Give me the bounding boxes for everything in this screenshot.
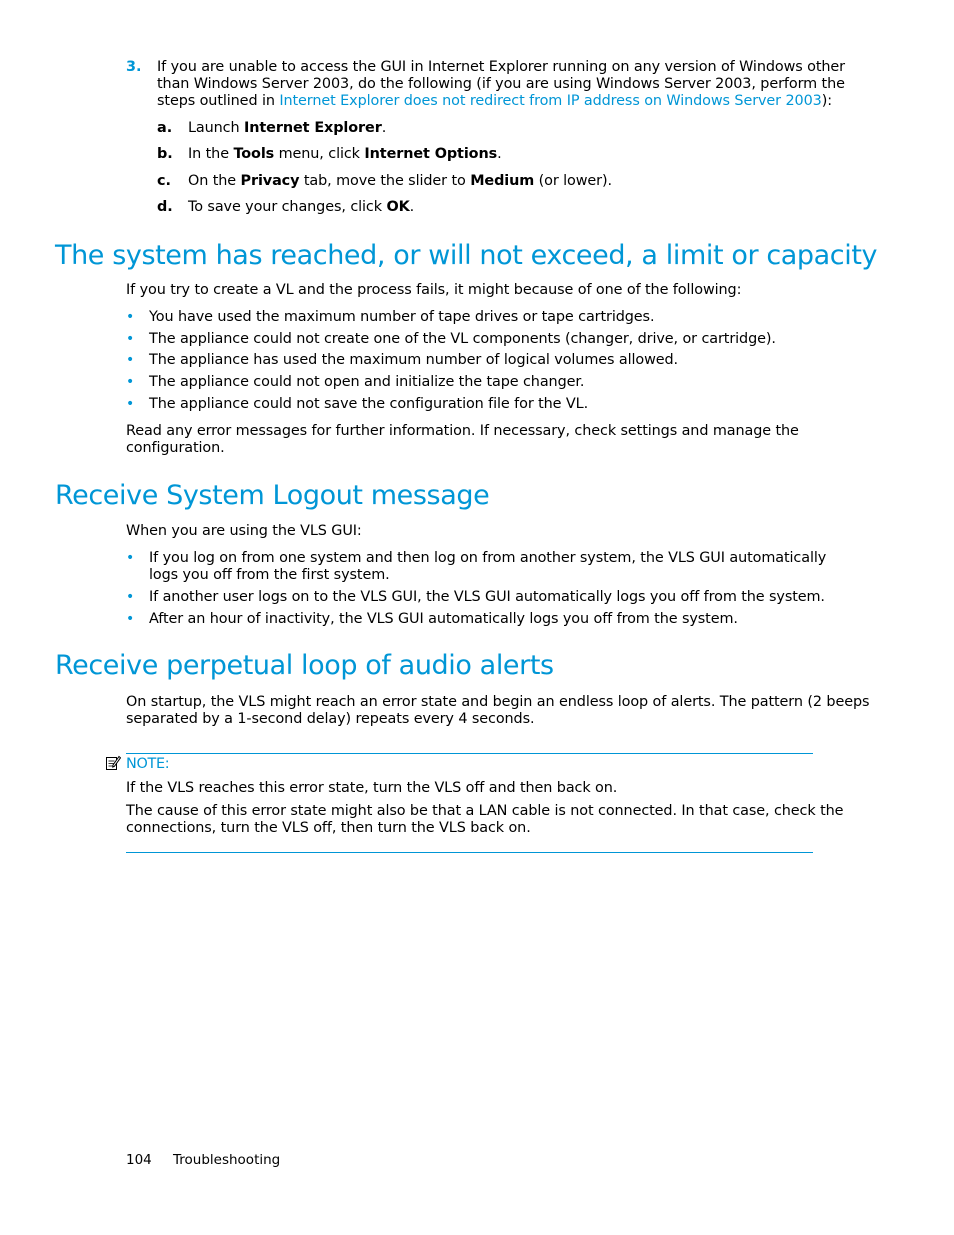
step-number: 3. <box>126 59 142 75</box>
note-text: connections, turn the VLS off, then turn the VLS back on. <box>126 820 531 836</box>
list-item: If another user logs on to the VLS GUI, the VLS GUI automatically logs you off from the system. <box>149 589 825 605</box>
section-closing: Read any error messages for further information. If necessary, check settings and manage the <box>126 423 799 439</box>
section-closing: configuration. <box>126 440 225 456</box>
bullet-icon: • <box>126 396 135 412</box>
bullet-icon: • <box>126 611 135 627</box>
section-heading: Receive perpetual loop of audio alerts <box>55 650 554 681</box>
list-item: If you log on from one system and then log on from another system, the VLS GUI automatically <box>149 550 827 566</box>
step-text-post: ): <box>821 93 832 109</box>
step-text-line: than Windows Server 2003, do the following (if you are using Windows Server 2003, perform the <box>157 76 845 92</box>
list-item: After an hour of inactivity, the VLS GUI automatically logs you off from the system. <box>149 611 738 627</box>
step-text-line <box>157 93 832 110</box>
note-label: NOTE: <box>126 756 170 772</box>
list-item: You have used the maximum number of tape drives or tape cartridges. <box>149 309 655 325</box>
substep-text: To save your changes, click OK. <box>188 199 415 215</box>
list-item: The appliance could not open and initialize the tape changer. <box>149 374 585 390</box>
section-intro: When you are using the VLS GUI: <box>126 523 362 539</box>
note-icon <box>105 755 121 771</box>
substep-text: On the Privacy tab, move the slider to Medium (or lower). <box>188 173 612 189</box>
section-heading: The system has reached, or will not exceed, a limit or capacity <box>55 240 878 271</box>
step-text-line: If you are unable to access the GUI in Internet Explorer running on any version of Windows other <box>157 59 845 75</box>
section-paragraph: separated by a 1-second delay) repeats every 4 seconds. <box>126 711 535 727</box>
note-top-rule <box>126 753 813 754</box>
substep-letter: b. <box>157 146 173 162</box>
bullet-icon: • <box>126 309 135 325</box>
bullet-icon: • <box>126 374 135 390</box>
list-item: logs you off from the first system. <box>149 567 390 583</box>
step-text-pre: steps outlined in <box>157 93 280 109</box>
substep-letter: d. <box>157 199 173 215</box>
note-text: The cause of this error state might also be that a LAN cable is not connected. In that case, check the <box>126 803 844 819</box>
substep-letter: a. <box>157 120 173 136</box>
bullet-icon: • <box>126 331 135 347</box>
bullet-icon: • <box>126 589 135 605</box>
bullet-icon: • <box>126 550 135 566</box>
cross-reference-link[interactable]: Internet Explorer does not redirect from IP address on Windows Server 2003 <box>279 93 822 109</box>
note-text: If the VLS reaches this error state, turn the VLS off and then back on. <box>126 780 618 796</box>
list-item: The appliance has used the maximum number of logical volumes allowed. <box>149 352 679 368</box>
footer-section: Troubleshooting <box>173 1152 281 1168</box>
list-item: The appliance could not create one of the VL components (changer, drive, or cartridge). <box>149 331 776 347</box>
section-intro: If you try to create a VL and the process fails, it might because of one of the following: <box>126 282 742 298</box>
section-heading: Receive System Logout message <box>55 480 490 511</box>
section-paragraph: On startup, the VLS might reach an error state and begin an endless loop of alerts. The pattern (2 beeps <box>126 694 870 710</box>
substep-letter: c. <box>157 173 171 189</box>
page-number: 104 <box>126 1152 152 1168</box>
note-bottom-rule <box>126 852 813 853</box>
substep-text: In the Tools menu, click Internet Options. <box>188 146 502 162</box>
list-item: The appliance could not save the configuration file for the VL. <box>149 396 589 412</box>
substep-text: Launch Internet Explorer. <box>188 120 387 136</box>
bullet-icon: • <box>126 352 135 368</box>
